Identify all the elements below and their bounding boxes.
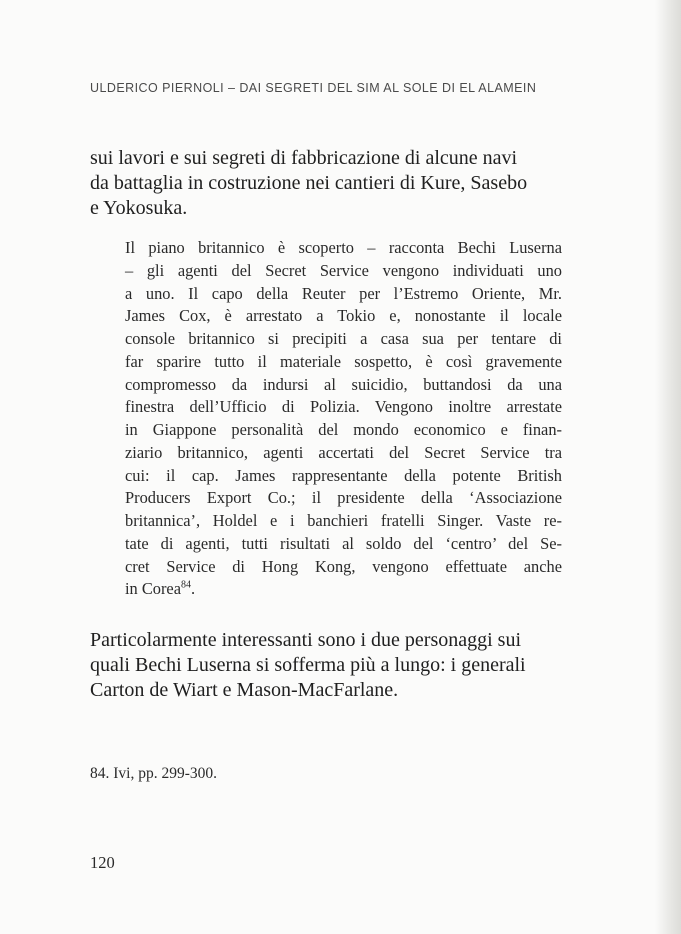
quote-line: James Cox, è arrestato a Tokio e, nonostante il locale [125, 306, 562, 326]
quote-line: compromesso da indursi al suicidio, buttandosi da una [125, 374, 562, 394]
quote-line: Il piano britannico è scoperto – racconta Bechi Luserna [125, 238, 562, 257]
quote-line: a uno. Il capo della Reuter per l’Estremo Oriente, Mr. [125, 283, 562, 303]
quote-line-last [125, 578, 562, 601]
text-line: Particolarmente interessanti sono i due personaggi sui [90, 629, 522, 651]
text-line: da battaglia in costruzione nei cantieri di Kure, Sasebo [90, 172, 528, 194]
quote-line: britannica’, Holdel e i banchieri fratelli Singer. Vaste re- [125, 511, 562, 530]
quote-line: cret Service di Hong Kong, vengono effettuate anche [125, 556, 562, 576]
footnote: 84. Ivi, pp. 299-300. [90, 765, 218, 782]
quote-line: Producers Export Co.; il presidente della ‘Associazione [125, 488, 562, 508]
text-line: quali Bechi Luserna si sofferma più a lungo: i generali [90, 654, 526, 676]
quote-line: in Giappone personalità del mondo economico e finan- [125, 420, 562, 439]
quote-line: finestra dell’Ufficio di Polizia. Vengono inoltre arrestate [125, 397, 562, 417]
quote-line: – gli agenti del Secret Service vengono individuati uno [125, 260, 562, 280]
quote-last-text: in Corea [125, 579, 181, 599]
text-line: sui lavori e sui segreti di fabbricazione di alcune navi [90, 147, 518, 169]
page-number: 120 [90, 853, 115, 872]
quote-line: console britannico si precipiti a casa sua per tentare di [125, 329, 562, 348]
quote-line: ziario britannico, agenti accertati del Secret Service tra [125, 442, 562, 462]
quote-line: cui: il cap. James rappresentante della potente British [125, 465, 562, 485]
paragraph-closing [90, 628, 560, 703]
page-edge-shadow [655, 0, 681, 934]
paragraph-intro [90, 146, 560, 221]
quote-line: tate di agenti, tutti risultati al soldo del ‘centro’ del Se- [125, 533, 562, 553]
quote-line: far sparire tutto il materiale sospetto, è così gravemente [125, 351, 562, 371]
running-header: ULDERICO PIERNOLI – DAI SEGRETI DEL SIM AL SOLE DI EL ALAMEIN [90, 81, 537, 95]
block-quote [125, 237, 562, 601]
footnote-reference[interactable]: 84 [180, 579, 191, 591]
text-line: e Yokosuka. [90, 197, 188, 219]
text-line: Carton de Wiart e Mason-MacFarlane. [90, 679, 399, 701]
quote-last-punct: . [190, 579, 196, 599]
